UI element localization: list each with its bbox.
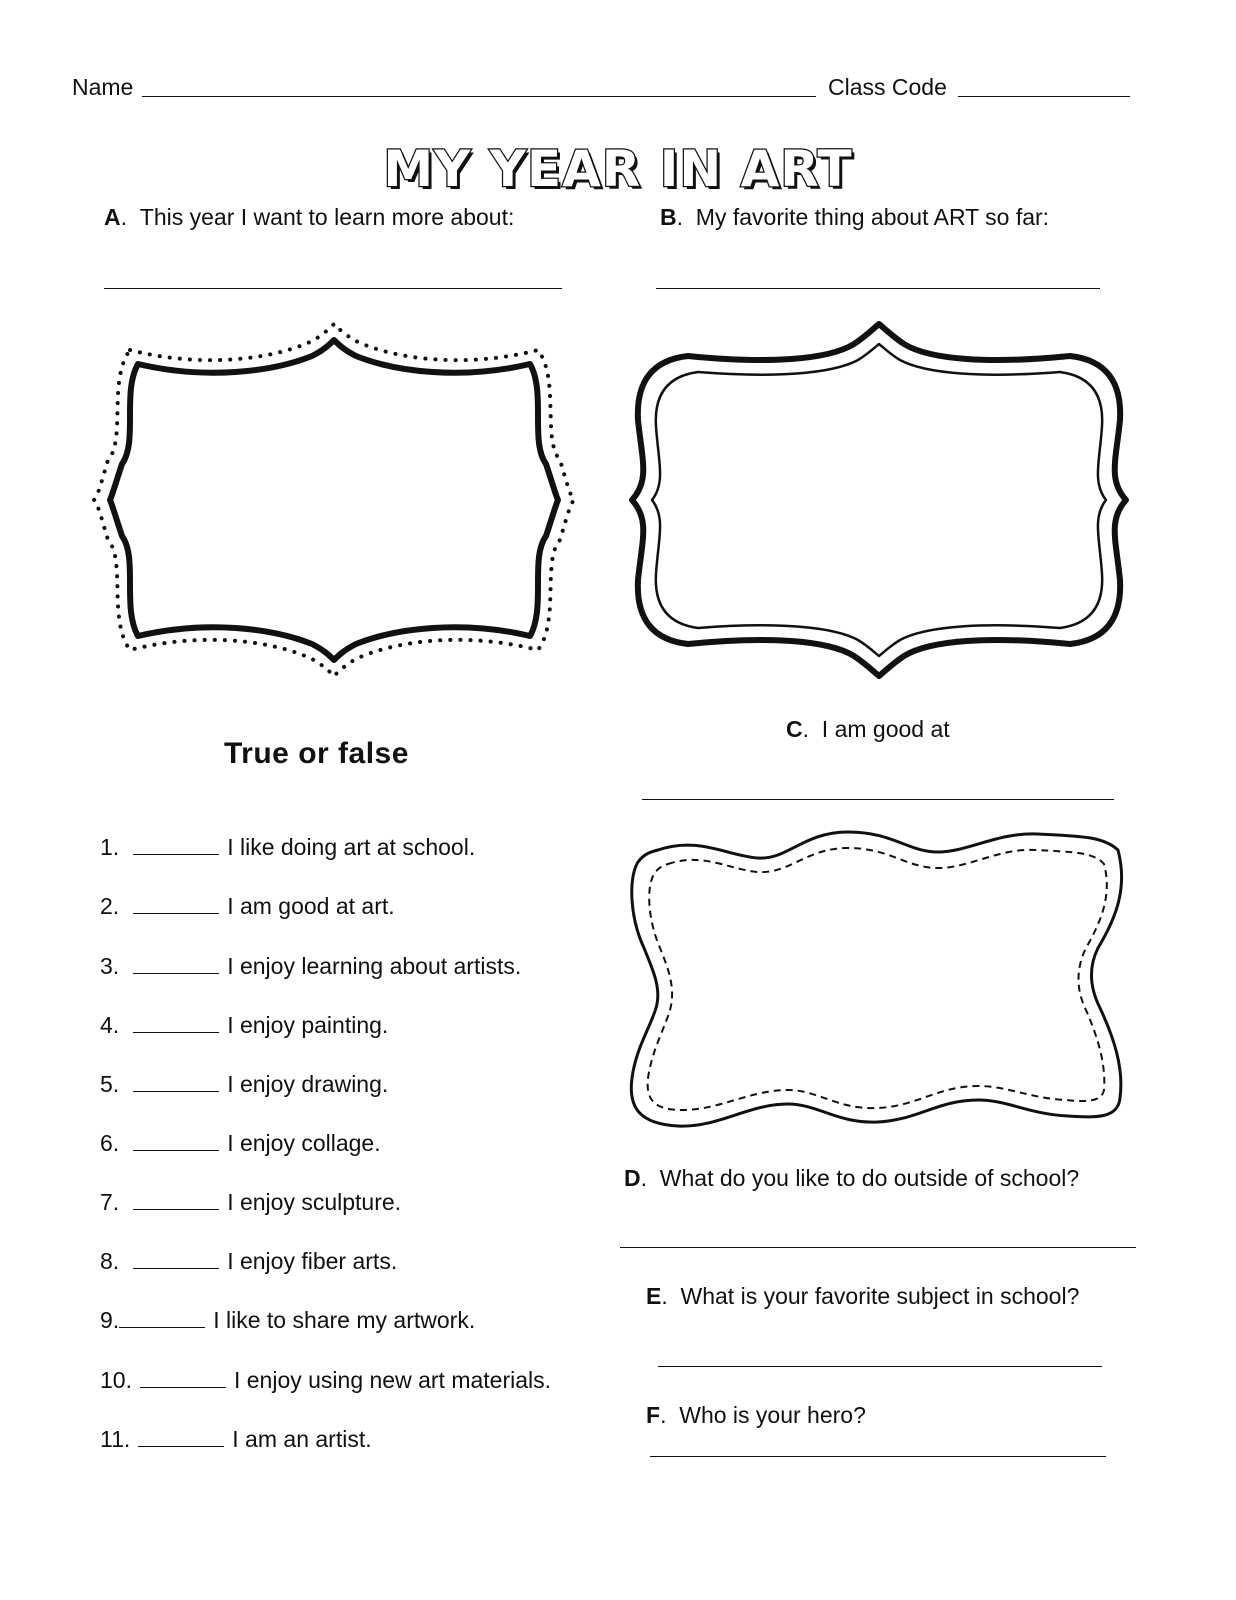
item-text: I enjoy sculpture. (227, 1189, 402, 1215)
list-item (100, 955, 521, 978)
answer-blank[interactable] (138, 1430, 224, 1447)
list-item (100, 1250, 397, 1273)
question-a-text: This year I want to learn more about: (139, 204, 515, 230)
question-e: E. What is your favorite subject in school? (646, 1283, 1080, 1309)
item-number: 3. (100, 953, 120, 979)
answer-e-line[interactable] (658, 1366, 1102, 1367)
answer-blank[interactable] (133, 1252, 219, 1269)
name-field[interactable] (142, 96, 816, 97)
question-c-letter: C (786, 716, 803, 742)
list-item (100, 1369, 551, 1392)
item-text: I enjoy painting. (227, 1012, 389, 1038)
page-title: MY YEAR IN ART (383, 140, 853, 198)
item-number: 8. (100, 1248, 120, 1274)
question-c-text: I am good at (821, 716, 950, 742)
list-item (100, 1191, 401, 1214)
question-b: B. My favorite thing about ART so far: (660, 204, 1050, 230)
item-number: 10. (100, 1367, 132, 1393)
list-item (100, 1309, 475, 1332)
item-text: I enjoy fiber arts. (227, 1248, 398, 1274)
answer-a-line[interactable] (104, 288, 562, 289)
answer-blank[interactable] (133, 1016, 219, 1033)
question-f-letter: F (646, 1402, 661, 1428)
question-d: D. What do you like to do outside of school? (624, 1165, 1080, 1191)
item-number: 4. (100, 1012, 120, 1038)
drawing-frame-c[interactable] (628, 828, 1128, 1132)
answer-blank[interactable] (133, 1193, 219, 1210)
name-label: Name (72, 74, 134, 100)
question-f-text: Who is your hero? (679, 1402, 866, 1428)
item-number: 7. (100, 1189, 120, 1215)
item-number: 2. (100, 893, 120, 919)
drawing-frame-a[interactable] (90, 320, 578, 680)
question-b-text: My favorite thing about ART so far: (695, 204, 1050, 230)
item-text: I like doing art at school. (227, 834, 476, 860)
item-text: I enjoy learning about artists. (227, 953, 522, 979)
answer-blank[interactable] (133, 1134, 219, 1151)
answer-blank[interactable] (133, 897, 219, 914)
answer-blank[interactable] (140, 1371, 226, 1388)
answer-blank[interactable] (133, 838, 219, 855)
item-number: 9. (100, 1307, 120, 1333)
list-item (100, 836, 475, 859)
question-e-text: What is your favorite subject in school? (680, 1283, 1080, 1309)
question-a-letter: A (104, 204, 121, 230)
list-item (100, 1132, 381, 1155)
question-b-letter: B (660, 204, 677, 230)
item-text: I am good at art. (227, 893, 395, 919)
answer-f-line[interactable] (650, 1456, 1106, 1457)
item-number: 5. (100, 1071, 120, 1097)
list-item (100, 895, 395, 918)
question-d-letter: D (624, 1165, 641, 1191)
item-number: 6. (100, 1130, 120, 1156)
item-text: I enjoy collage. (227, 1130, 381, 1156)
item-text: I enjoy drawing. (227, 1071, 389, 1097)
answer-blank[interactable] (133, 957, 219, 974)
question-c: C. I am good at (786, 716, 950, 742)
item-text: I am an artist. (232, 1426, 372, 1452)
answer-d-line[interactable] (620, 1247, 1136, 1248)
class-code-label: Class Code (828, 74, 947, 100)
question-f: F. Who is your hero? (646, 1402, 866, 1428)
question-e-letter: E (646, 1283, 662, 1309)
true-false-title: True or false (224, 737, 409, 770)
drawing-frame-b[interactable] (628, 320, 1130, 680)
item-number: 11. (100, 1426, 131, 1452)
class-code-field[interactable] (958, 96, 1130, 97)
question-d-text: What do you like to do outside of school? (659, 1165, 1080, 1191)
list-item (100, 1428, 372, 1451)
item-text: I like to share my artwork. (213, 1307, 476, 1333)
answer-blank[interactable] (133, 1075, 219, 1092)
item-text: I enjoy using new art materials. (233, 1367, 552, 1393)
question-a: A. This year I want to learn more about: (104, 204, 515, 230)
answer-b-line[interactable] (656, 288, 1100, 289)
list-item (100, 1014, 388, 1037)
list-item (100, 1073, 388, 1096)
item-number: 1. (100, 834, 120, 860)
answer-c-line[interactable] (642, 799, 1114, 800)
answer-blank[interactable] (119, 1311, 205, 1328)
